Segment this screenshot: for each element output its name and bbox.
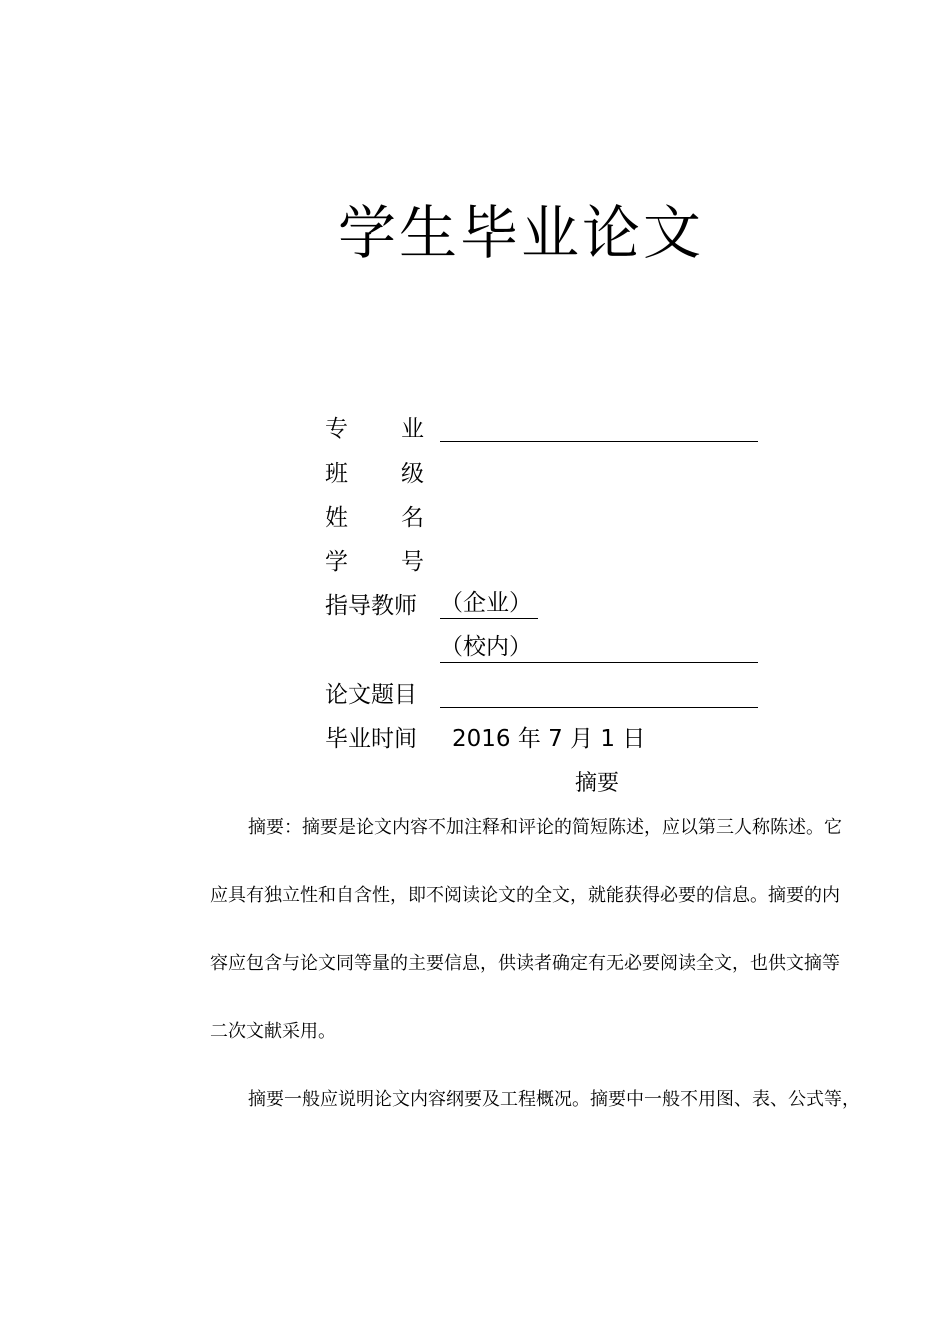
abstract-line: 摘要一般应说明论文内容纲要及工程概况。摘要中一般不用图、表、公式等，: [248, 1089, 860, 1110]
field-graduation-time-value: 2016 年 7 月 1 日: [452, 726, 646, 752]
abstract-body: [210, 812, 882, 1152]
abstract-line: 二次文献采用。: [210, 1021, 336, 1042]
field-advisor-label: 指导教师: [325, 593, 417, 619]
document-title: 学生毕业论文: [337, 199, 704, 267]
abstract-line: 应具有独立性和自含性，即不阅读论文的全文，就能获得必要的信息。摘要的内: [210, 885, 840, 906]
field-thesis-title-line: [440, 677, 758, 708]
field-graduation-time-label: 毕业时间: [325, 726, 417, 752]
abstract-heading: 摘要: [575, 771, 620, 796]
field-major-line: [440, 411, 758, 442]
field-thesis-title-label: 论文题目: [325, 682, 417, 708]
abstract-line: 容应包含与论文同等量的主要信息，供读者确定有无必要阅读全文，也供文摘等: [210, 953, 840, 974]
field-advisor-school: [440, 632, 758, 663]
advisor-enterprise-text: （企业）: [440, 588, 538, 619]
advisor-school-text: （校内）: [440, 634, 532, 660]
abstract-line: 摘要：摘要是论文内容不加注释和评论的简短陈述，应以第三人称陈述。它: [248, 817, 842, 838]
